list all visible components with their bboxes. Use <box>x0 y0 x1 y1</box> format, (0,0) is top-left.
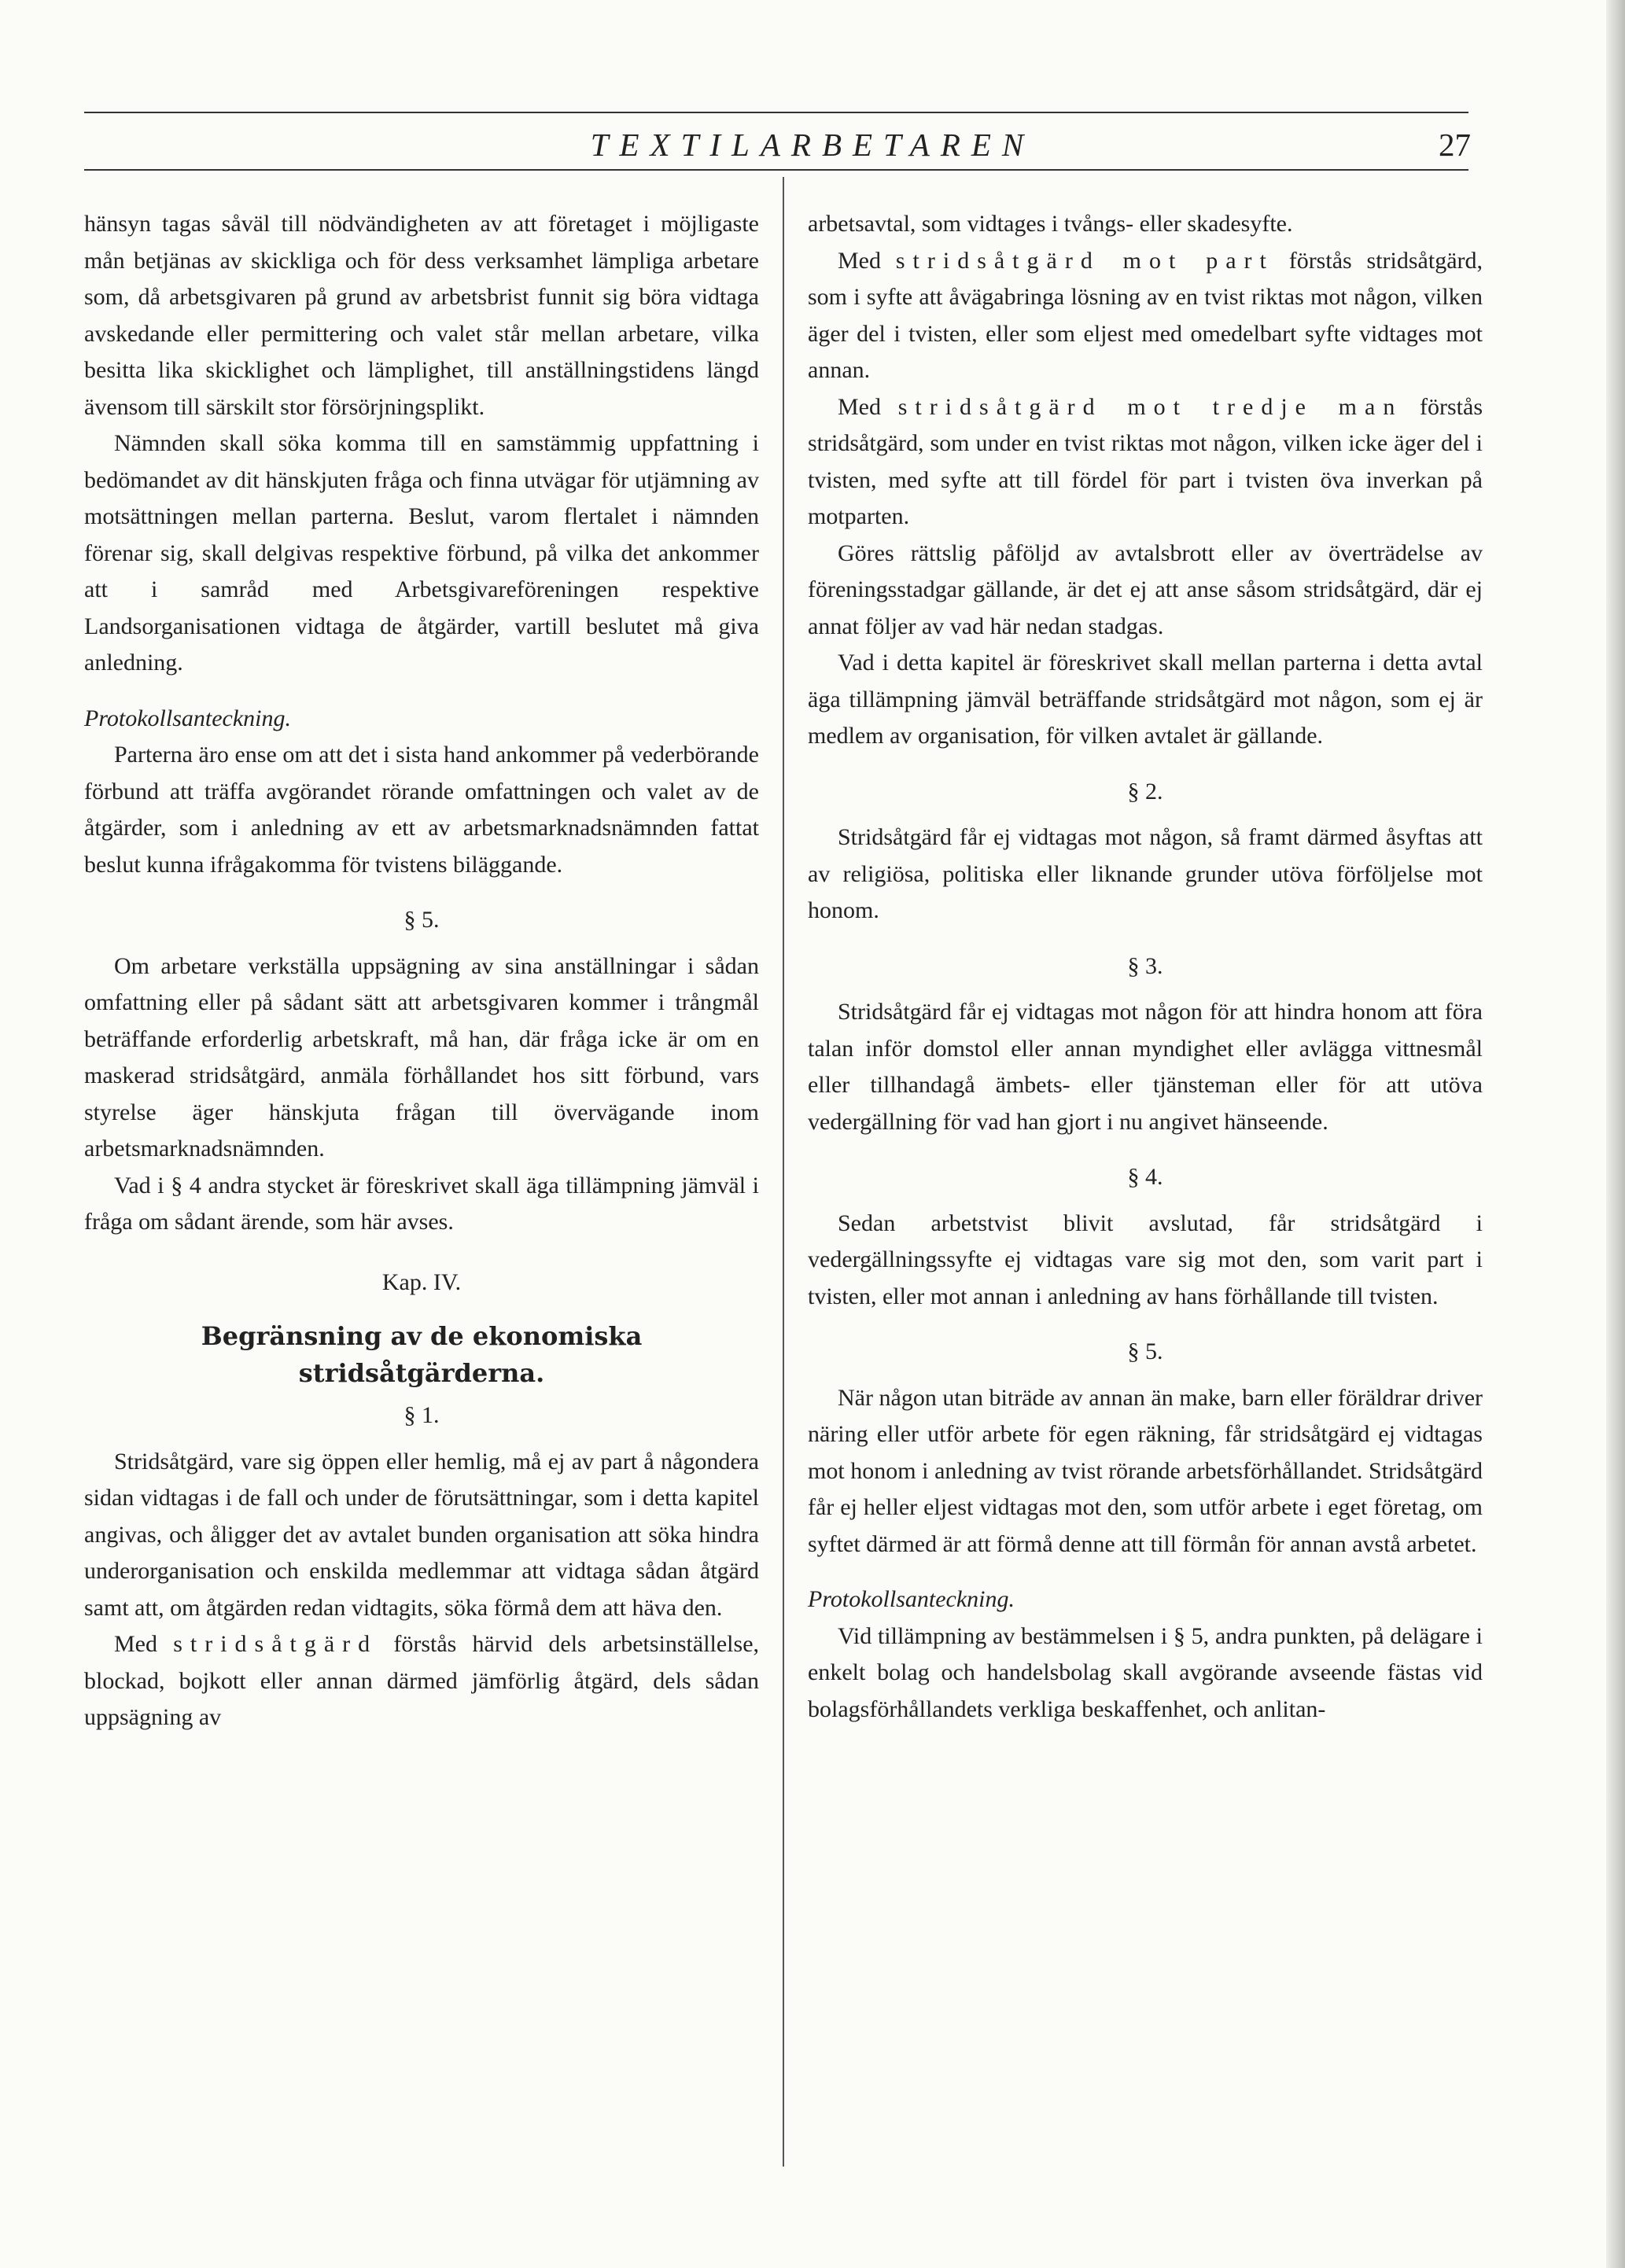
column-divider <box>783 177 784 2167</box>
section-number: § 4. <box>1127 1164 1163 1190</box>
paragraph <box>808 243 1483 389</box>
section-number: § 3. <box>1127 952 1163 979</box>
protocol-note-label: Protokollsanteckning. <box>84 705 291 731</box>
page-number: 27 <box>1439 127 1471 163</box>
paragraph: Vad i detta kapitel är föreskrivet skall mellan parterna i detta avtal äga tillämpning jämväl beträffande stridsåtgärd mot någon, som ej är medlem av organisation, för vilken avtalet är gällande. <box>808 650 1483 749</box>
text-run: förstås härvid dels arbetsinställelse, blockad, bojkott eller annan därmed jämförlig åtgärd, dels sådan uppsägning av <box>84 1631 760 1730</box>
text-run: Med <box>838 393 881 420</box>
text-run: förstås stridsåtgärd, som under en tvist riktas mot någon, vilken icke äger del i tvisten, med syfte att till fördel för part i tvisten öva inverkan på motparten. <box>808 393 1483 529</box>
right-column <box>808 206 1483 1728</box>
section-number: § 5. <box>403 907 440 933</box>
left-column <box>84 206 759 1736</box>
paragraph <box>84 1626 759 1736</box>
paragraph: När någon utan biträde av annan än make, barn eller föräldrar driver näring eller utför arbete för egen räkning, får stridsåtgärd ej vidtagas mot honom i anledning av tvist rörande arbetsförhållandet. Stridsåtgärd får ej heller eljest vidtagas mot den, som utför arbete i eget företag, om syftet därmed är att förmå denne att till förmån för annan avstå arbetet. <box>808 1384 1483 1557</box>
paragraph <box>808 389 1483 536</box>
paragraph: Vad i § 4 andra stycket är föreskrivet skall äga tillämpning jämväl i fråga om sådant ärende, som här avses. <box>84 1172 759 1235</box>
text-run: förstås stridsåtgärd, som i syfte att åvägabringa lösning av en tvist riktas mot någon, vilken äger del i tvisten, eller som eljest med omedelbart syfte vidtages mot annan. <box>808 247 1483 383</box>
paragraph: arbetsavtal, som vidtages i tvångs- eller skadesyfte. <box>808 211 1293 237</box>
paragraph: Parterna äro ense om att det i sista hand ankommer på vederbörande förbund att träffa avgörandet rörande omfattningen och valet av de åtgärder, som i anledning av ett av arbetsmarknadsnämnden fattat beslut kunna ifrågakomma för tvistens biläggande. <box>84 742 759 878</box>
chapter-heading: Begränsning av de ekonomiska stridsåtgärderna. <box>201 1321 643 1388</box>
text-run: Med <box>838 247 881 274</box>
paragraph: Stridsåtgärd, vare sig öppen eller hemlig, må ej av part å någondera sidan vidtagas i de fall och under de förutsättningar, som i detta kapitel angivas, och åligger det av avtalet bunden organisation att söka hindra underorganisation och enskilda medlemmar att vidtaga sådan åtgärd samt att, om åtgärden redan vidtagits, söka förmå dem att häva den. <box>84 1448 759 1621</box>
paragraph: Om arbetare verkställa uppsägning av sina anställningar i sådan omfattning eller på sådant sätt att arbetsgivaren kommer i trångmål beträffande erforderlig arbetskraft, må han, där fråga icke är om en maskerad stridsåtgärd, anmäla förhållandet hos sitt förbund, vars styrelse äger hänskjuta frågan till övervägande inom arbetsmarknadsnämnden. <box>84 952 759 1162</box>
paragraph: hänsyn tagas såväl till nödvändigheten av att företaget i möjligaste mån betjänas av skickliga och för dess verksamhet lämpliga arbetare som, då arbetsgivaren på grund av arbetsbrist funnit sig böra vidtaga avskedande eller permittering och valet står mellan arbetare, vilka besitta lika skicklighet och lämplighet, till anställningstidens längd ävensom till särskilt stor försörjningsplikt. <box>84 211 759 420</box>
paragraph: Vid tillämpning av bestämmelsen i § 5, andra punkten, på delägare i enkelt bolag och handelsbolag skall avgörande avseende fästas vid bolagsförhållandets verkliga beskaffenhet, och anlitan- <box>808 1622 1483 1722</box>
spaced-term: stridsåtgärd mot part <box>895 247 1274 274</box>
text-run: Med <box>114 1631 157 1657</box>
header-rule-bottom <box>84 169 1468 171</box>
page-edge-shadow <box>1606 0 1625 2268</box>
section-number: § 1. <box>403 1402 440 1428</box>
paragraph: Sedan arbetstvist blivit avslutad, får stridsåtgärd i vedergällningssyfte ej vidtagas vare sig mot den, som varit part i tvisten, eller mot annan i anledning av hans förhållande till tvisten. <box>808 1209 1483 1309</box>
section-number: § 5. <box>1127 1338 1163 1364</box>
paragraph: Göres rättslig påföljd av avtalsbrott eller av överträdelse av föreningsstadgar gällande, är det ej att anse såsom stridsåtgärd, där ej annat följer av vad här nedan stadgas. <box>808 539 1483 639</box>
header-rule-top <box>84 112 1468 113</box>
spaced-term: stridsåtgärd mot tredje man <box>897 393 1403 420</box>
spaced-term: stridsåtgärd <box>173 1631 378 1657</box>
paragraph: Nämnden skall söka komma till en samstämmig uppfattning i bedömandet av dit hänskjuten fråga och finna utvägar för utjämning av motsättningen mellan parterna. Beslut, varom flertalet i nämnden förenar sig, skall delgivas respektive förbund, på vilka det ankommer att i samråd med Arbetsgivareföreningen respektive Landsorganisationen vidtaga de åtgärder, vartill beslutet må giva anledning. <box>84 430 759 676</box>
paragraph: Stridsåtgärd får ej vidtagas mot någon för att hindra honom att föra talan inför domstol eller annan myndighet eller avlägga vittnesmål eller tillhandagå ämbets- eller tjänsteman eller för att utöva vedergällning för vad han gjort i nu angivet hänseende. <box>808 999 1483 1135</box>
paragraph: Stridsåtgärd får ej vidtagas mot någon, så framt därmed åsyftas att av religiösa, politiska eller liknande grunder utöva förföljelse mot honom. <box>808 824 1483 923</box>
chapter-label: Kap. IV. <box>381 1268 462 1295</box>
running-title: TEXTILARBETAREN <box>590 127 1035 163</box>
protocol-note-label: Protokollsanteckning. <box>808 1586 1015 1612</box>
section-number: § 2. <box>1127 778 1163 804</box>
